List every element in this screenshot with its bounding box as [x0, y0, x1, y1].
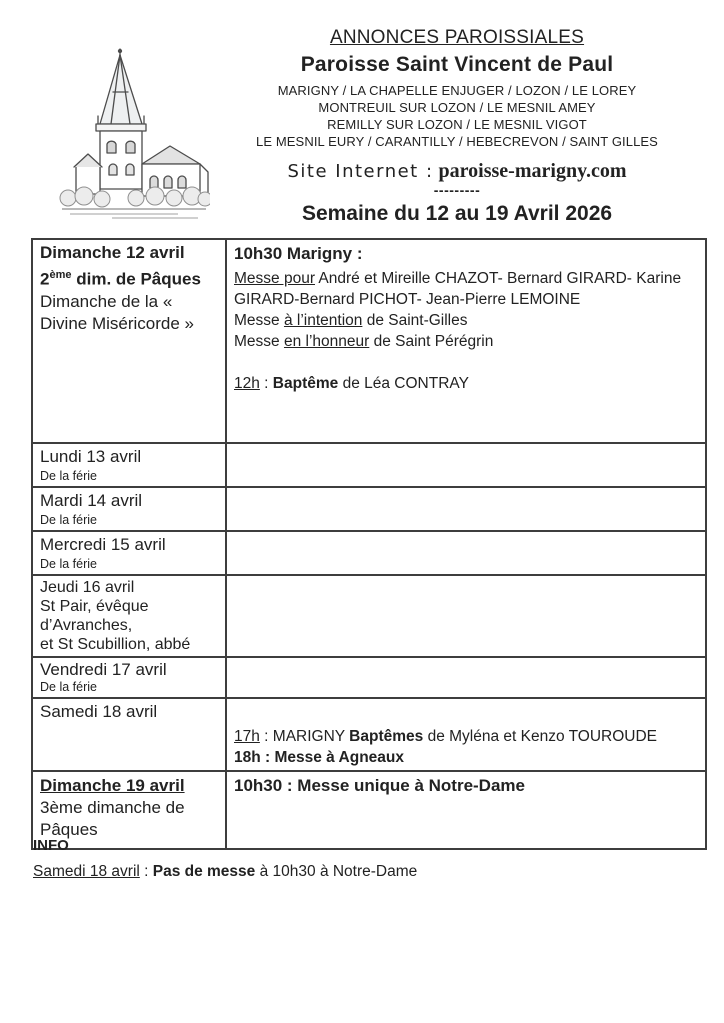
- text-segment: à l’intention: [283, 312, 363, 329]
- text-segment: ème: [49, 269, 72, 281]
- date-line: Mercredi 15 avril: [40, 535, 166, 554]
- dash-divider: ---------: [433, 182, 481, 198]
- table-row-wednesday-15: [32, 531, 706, 575]
- text-segment: en l’honneur: [283, 333, 370, 350]
- schedule-section: [31, 238, 707, 850]
- event-title: 10h30 Marigny :: [234, 244, 363, 263]
- villages-line: MONTREUIL SUR LOZON / LE MESNIL AMEY: [318, 100, 596, 115]
- text-segment: 2: [40, 269, 50, 289]
- table-row-tuesday-14: [32, 487, 706, 531]
- event-cell-empty: [226, 575, 706, 657]
- date-line: [40, 264, 219, 291]
- text-segment: de Myléna et Kenzo TOUROUDE: [423, 728, 658, 745]
- date-line: Dimanche de la « Divine Miséricorde »: [40, 291, 194, 333]
- villages-line: LE MESNIL EURY / CARANTILLY / HEBECREVON / SAINT GILLES: [256, 134, 658, 149]
- header: [224, 27, 690, 226]
- text-segment: : MARIGNY: [259, 728, 350, 745]
- table-row-sunday-12: [32, 239, 706, 443]
- text-segment: Pas de messe: [152, 863, 256, 880]
- date-subline: De la férie: [40, 469, 97, 483]
- event-line: 18h : Messe à Agneaux: [234, 749, 404, 766]
- text-segment: dim. de Pâques: [71, 269, 201, 289]
- text-segment: Messe: [234, 333, 284, 350]
- text-segment: Samedi 18 avril: [33, 863, 140, 880]
- villages-line: REMILLY SUR LOZON / LE MESNIL VIGOT: [327, 117, 587, 132]
- date-subline: De la férie: [40, 557, 97, 571]
- info-title: INFO: [33, 837, 69, 854]
- parish-name: Paroisse Saint Vincent de Paul: [300, 53, 614, 76]
- date-line: Dimanche 19 avril: [40, 776, 185, 795]
- table-row-saturday-18: [32, 698, 706, 771]
- table-row-monday-13: [32, 443, 706, 487]
- website-url: paroisse-marigny.com: [438, 160, 627, 182]
- event-line: [234, 726, 699, 747]
- website-line: [224, 160, 690, 183]
- blank-line: [234, 352, 699, 373]
- villages-line: MARIGNY / LA CHAPELLE ENJUGER / LOZON / LE LOREY: [277, 83, 637, 98]
- event-cell-empty: [226, 657, 706, 698]
- week-title: Semaine du 12 au 19 Avril 2026: [301, 202, 613, 225]
- text-segment: Messe: [234, 312, 284, 329]
- date-cell: [32, 239, 226, 443]
- table-row-thursday-16: [32, 575, 706, 657]
- church-sketch-image: [58, 46, 210, 222]
- text-segment: 12h: [234, 375, 260, 392]
- event-line: [234, 310, 699, 331]
- text-segment: Messe pour: [234, 270, 315, 287]
- text-segment: :: [139, 863, 153, 880]
- date-cell: [32, 657, 226, 698]
- date-cell: [32, 575, 226, 657]
- text-segment: de Saint-Gilles: [362, 312, 468, 329]
- schedule-table: [31, 238, 707, 850]
- date-subline: 3ème dimanche de Pâques: [40, 798, 185, 839]
- date-line: Vendredi 17 avril: [40, 660, 167, 679]
- website-label: Site Internet :: [287, 161, 434, 182]
- villages-list: [224, 82, 690, 150]
- text-segment: Baptêmes: [349, 728, 424, 745]
- text-segment: Baptême: [272, 375, 339, 392]
- event-title: 10h30 : Messe unique à Notre-Dame: [234, 776, 525, 795]
- date-line: et St Scubillion, abbé: [40, 636, 191, 653]
- text-segment: 17h: [234, 728, 260, 745]
- date-cell: [32, 531, 226, 575]
- text-segment: de Léa CONTRAY: [338, 375, 469, 392]
- date-line: Samedi 18 avril: [40, 702, 158, 721]
- date-cell: [32, 698, 226, 771]
- info-line: [33, 863, 653, 881]
- date-cell: [32, 487, 226, 531]
- event-line: [234, 331, 699, 352]
- info-section: [33, 837, 653, 881]
- event-cell: [226, 239, 706, 443]
- event-cell: [226, 698, 706, 771]
- date-line: St Pair, évêque d’Avranches,: [40, 598, 149, 634]
- event-line: [234, 373, 699, 394]
- date-subline: De la férie: [40, 680, 97, 694]
- event-cell-empty: [226, 487, 706, 531]
- date-cell: [32, 443, 226, 487]
- text-segment: :: [259, 375, 273, 392]
- date-line: Mardi 14 avril: [40, 491, 143, 510]
- event-cell-empty: [226, 531, 706, 575]
- date-subline: De la férie: [40, 513, 97, 527]
- text-segment: André et Mireille CHAZOT- Bernard GIRARD- Karine GIRARD-Bernard PICHOT- Jean-Pierre LEMOINE: [234, 270, 682, 308]
- document-title: ANNONCES PAROISSIALES: [329, 27, 585, 48]
- date-line: Jeudi 16 avril: [40, 579, 135, 596]
- text-segment: de Saint Pérégrin: [369, 333, 494, 350]
- date-line: Lundi 13 avril: [40, 447, 142, 466]
- event-line: [234, 268, 699, 310]
- date-line: Dimanche 12 avril: [40, 243, 185, 262]
- text-segment: à 10h30 à Notre-Dame: [255, 863, 418, 880]
- table-row-friday-17: [32, 657, 706, 698]
- event-cell-empty: [226, 443, 706, 487]
